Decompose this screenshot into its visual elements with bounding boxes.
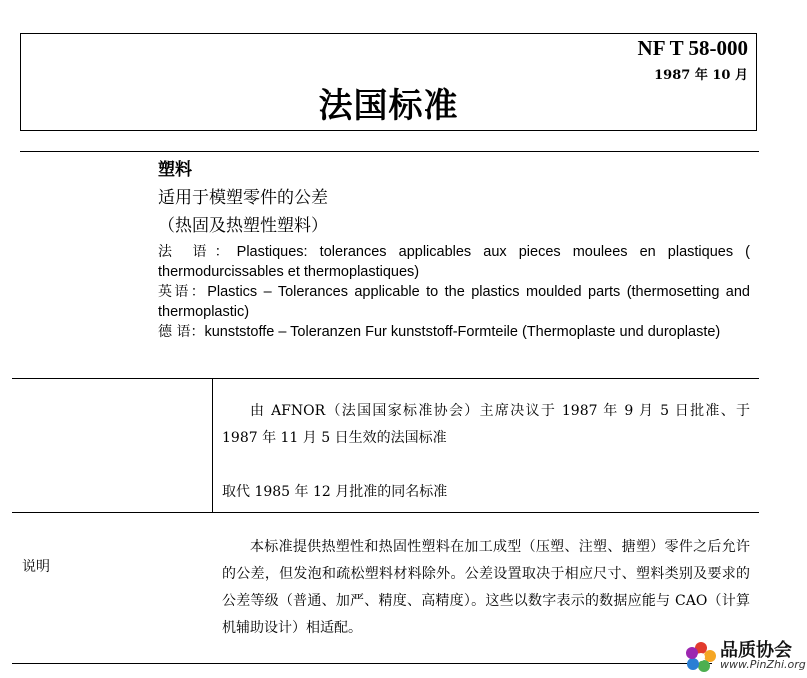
translation-french — [158, 242, 750, 282]
watermark-logo — [684, 636, 804, 676]
subject-title: 塑料 — [158, 160, 192, 180]
divider-top — [20, 151, 759, 152]
divider-footer — [12, 663, 712, 664]
translation-label: 法 语： — [158, 244, 237, 260]
divider-vertical — [212, 378, 213, 512]
approval-block — [222, 398, 750, 506]
scope: （热固及热塑性塑料） — [158, 216, 328, 236]
description-label: 说明 — [22, 559, 50, 575]
translation-text: Plastiques: tolerances applicables aux pieces moulees en plastiques ( thermodurcissables et thermoplastiques) — [158, 244, 750, 280]
translation-text: Plastics – Tolerances applicable to the plastics moulded parts (thermosetting and thermoplastic) — [158, 284, 750, 320]
replaces-text: 取代 1985 年 12 月批准的同名标准 — [222, 484, 448, 500]
description-block — [222, 534, 750, 642]
translation-text: kunststoffe – Toleranzen Fur kunststoff-Formteile (Thermoplaste und duroplaste) — [204, 324, 721, 340]
translation-label: 英语： — [158, 284, 208, 300]
divider-bottom — [12, 512, 759, 513]
translation-label: 德 语： — [158, 324, 205, 340]
flower-icon — [684, 640, 718, 674]
divider-middle — [12, 378, 759, 379]
watermark-url: www.PinZhi.org — [720, 658, 806, 671]
subtitle: 适用于模塑零件的公差 — [158, 188, 328, 208]
standard-date: 1987 年 10 月 — [654, 68, 748, 83]
translation-english — [158, 282, 750, 322]
standard-number: NF T 58-000 — [637, 36, 748, 60]
approval-text: 由 AFNOR（法国国家标准协会）主席决议于 1987 年 9 月 5 日批准、于 1987 年 11 月 5 日生效的法国标准 — [222, 403, 750, 446]
header-box — [20, 33, 757, 131]
document-title: 法国标准 — [318, 86, 459, 126]
watermark-name: 品质协会 — [720, 640, 792, 661]
translation-german — [158, 322, 750, 342]
title-block — [158, 156, 750, 342]
description-text: 本标准提供热塑性和热固性塑料在加工成型（压塑、注塑、搪塑）零件之后允许的公差，但发泡和疏松塑料材料除外。公差设置取决于相应尺寸、塑料类别及要求的公差等级（普通、加严、精度、高精度）。这些以数字表示的数据应能与 CAO（计算机辅助设计）相适配。 — [222, 539, 750, 636]
